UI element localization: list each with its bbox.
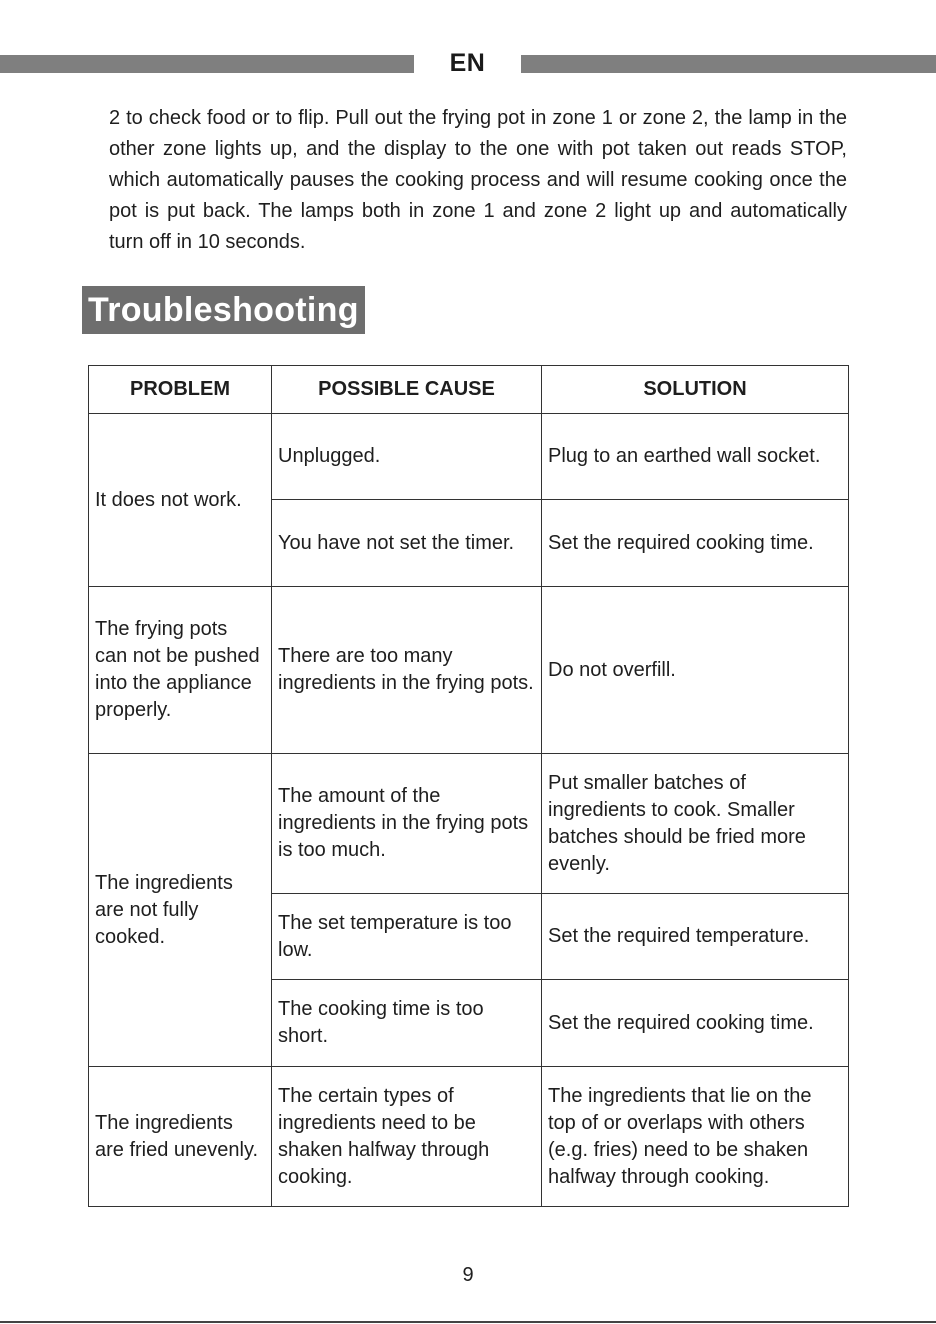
problem-cell: The frying pots can not be pushed into the appliance properly. [89, 587, 272, 754]
cause-cell: The set temperature is too low. [272, 894, 542, 980]
intro-paragraph: 2 to check food or to flip. Pull out the frying pot in zone 1 or zone 2, the lamp in the other zone lights up, and the display to the one with pot taken out reads STOP, which automatically pauses the cooking process and will resume cooking once the pot is put back. The lamps both in zone 1 and zone 2 light up and automatically turn off in 10 seconds. [109, 107, 847, 253]
language-label: EN [449, 49, 486, 77]
header-solution: SOLUTION [542, 366, 849, 414]
solution-cell: The ingredients that lie on the top of or overlaps with others (e.g. fries) need to be shaken halfway through cooking. [542, 1067, 849, 1207]
table-row [89, 414, 849, 500]
solution-cell: Set the required cooking time. [542, 500, 849, 587]
footer-divider [0, 1321, 936, 1323]
header-possible-cause: POSSIBLE CAUSE [272, 366, 542, 414]
problem-cell: The ingredients are not fully cooked. [89, 754, 272, 1067]
table-header-row [89, 366, 849, 414]
solution-cell: Do not overfill. [542, 587, 849, 754]
cause-cell: Unplugged. [272, 414, 542, 500]
page-number: 9 [462, 1264, 474, 1286]
cause-cell: There are too many ingredients in the frying pots. [272, 587, 542, 754]
problem-cell: The ingredients are fried unevenly. [89, 1067, 272, 1207]
table-row [89, 754, 849, 894]
solution-cell: Plug to an earthed wall socket. [542, 414, 849, 500]
cause-cell: The cooking time is too short. [272, 980, 542, 1067]
solution-cell: Set the required cooking time. [542, 980, 849, 1067]
header-problem: PROBLEM [89, 366, 272, 414]
section-title: Troubleshooting [82, 286, 365, 334]
header-bar-left [0, 55, 414, 73]
table-row [89, 587, 849, 754]
solution-cell: Put smaller batches of ingredients to cook. Smaller batches should be fried more evenly. [542, 754, 849, 894]
table-row [89, 1067, 849, 1207]
cause-cell: You have not set the timer. [272, 500, 542, 587]
cause-cell: The amount of the ingredients in the frying pots is too much. [272, 754, 542, 894]
header-bar-right [521, 55, 936, 73]
solution-cell: Set the required temperature. [542, 894, 849, 980]
cause-cell: The certain types of ingredients need to be shaken halfway through cooking. [272, 1067, 542, 1207]
troubleshooting-table [88, 365, 849, 1207]
problem-cell: It does not work. [89, 414, 272, 587]
